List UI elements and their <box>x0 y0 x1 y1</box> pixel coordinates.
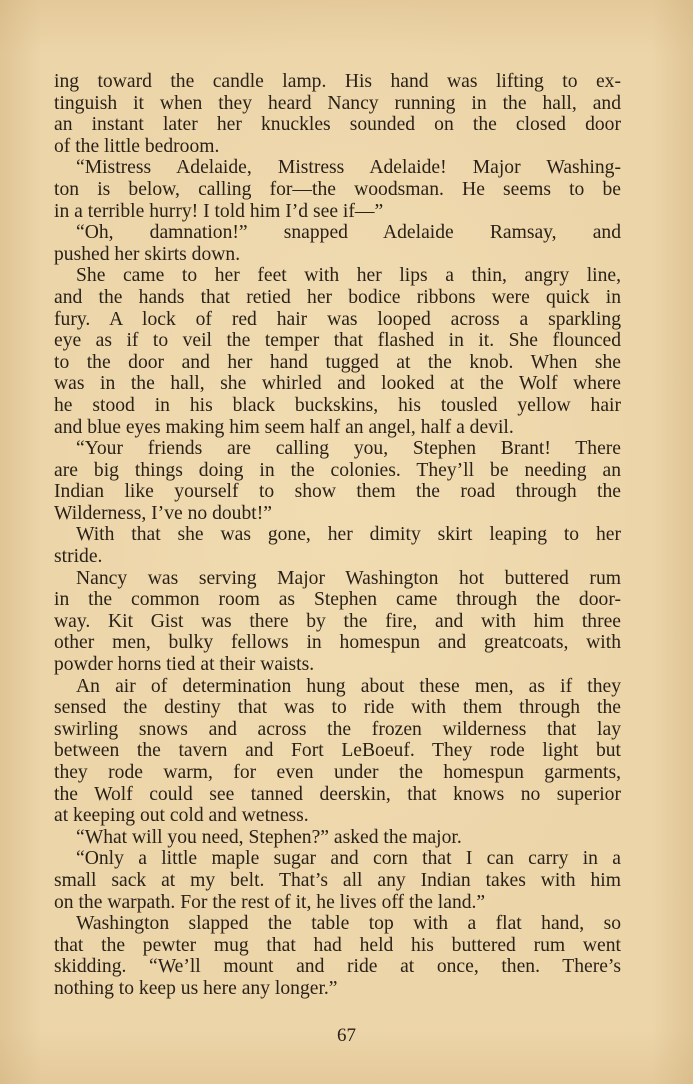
body-text <box>54 71 621 1000</box>
text-line: With that she was gone, her dimity skirt leaping to her <box>76 524 621 546</box>
text-line: An air of determination hung about these men, as if they <box>76 675 621 697</box>
text-line: at keeping out cold and wetness. <box>54 805 309 827</box>
text-line: She came to her feet with her lips a thin, angry line, <box>76 265 621 287</box>
text-line: pushed her skirts down. <box>54 243 241 265</box>
text-line: and blue eyes making him seem half an angel, half a devil. <box>54 416 514 438</box>
text-line: powder horns tied at their waists. <box>54 654 315 676</box>
text-line: way. Kit Gist was there by the fire, and with him three <box>54 610 621 632</box>
text-line: small sack at my belt. That’s all any Indian takes with him <box>54 869 621 891</box>
text-line: in the common room as Stephen came through the door- <box>54 589 621 611</box>
text-line: an instant later her knuckles sounded on the closed door <box>54 114 621 136</box>
text-line: stride. <box>54 546 103 568</box>
text-line: “What will you need, Stephen?” asked the major. <box>76 826 462 848</box>
text-line: that the pewter mug that had held his buttered rum went <box>54 934 621 956</box>
text-line: “Oh, damnation!” snapped Adelaide Ramsay, and <box>76 222 621 244</box>
text-line: ing toward the candle lamp. His hand was lifting to ex- <box>54 71 621 92</box>
text-line: in a terrible hurry! I told him I’d see if—” <box>54 200 384 222</box>
text-line: nothing to keep us here any longer.” <box>54 977 338 999</box>
text-line: he stood in his black buckskins, his tousled yellow hair <box>54 394 621 416</box>
text-line: “Your friends are calling you, Stephen Brant! There <box>76 438 621 460</box>
text-line: are big things doing in the colonies. They’ll be needing an <box>54 459 621 481</box>
text-line: sensed the destiny that was to ride with them through the <box>54 697 621 719</box>
text-line: the Wolf could see tanned deerskin, that knows no superior <box>54 783 621 805</box>
text-line: they rode warm, for even under the homespun garments, <box>54 762 621 783</box>
text-line: swirling snows and across the frozen wilderness that lay <box>54 718 621 740</box>
text-line: was in the hall, she whirled and looked at the Wolf where <box>54 373 621 395</box>
text-line: of the little bedroom. <box>54 135 220 157</box>
text-line: Indian like yourself to show them the road through the <box>54 481 621 503</box>
text-line: ton is below, calling for—the woodsman. He seems to be <box>54 178 621 200</box>
text-line: to the door and her hand tugged at the knob. When she <box>54 351 621 373</box>
text-line: skidding. “We’ll mount and ride at once, then. There’s <box>54 956 621 978</box>
text-line: between the tavern and Fort LeBoeuf. They rode light but <box>54 740 621 762</box>
text-line: Wilderness, I’ve no doubt!” <box>54 502 272 524</box>
text-line: Washington slapped the table top with a flat hand, so <box>76 913 621 935</box>
text-line: Nancy was serving Major Washington hot buttered rum <box>76 567 621 589</box>
text-line: tinguish it when they heard Nancy running in the hall, and <box>54 92 621 114</box>
page-number: 67 <box>337 1025 356 1046</box>
text-line: fury. A lock of red hair was looped across a sparkling <box>54 308 621 330</box>
text-line: “Mistress Adelaide, Mistress Adelaide! Major Washing- <box>76 157 621 179</box>
text-line: other men, bulky fellows in homespun and greatcoats, with <box>54 632 621 654</box>
text-line: “Only a little maple sugar and corn that I can carry in a <box>76 848 621 870</box>
text-line: eye as if to veil the temper that flashed in it. She flounced <box>54 330 621 352</box>
text-line: on the warpath. For the rest of it, he lives off the land.” <box>54 891 486 913</box>
text-line: and the hands that retied her bodice ribbons were quick in <box>54 286 621 308</box>
